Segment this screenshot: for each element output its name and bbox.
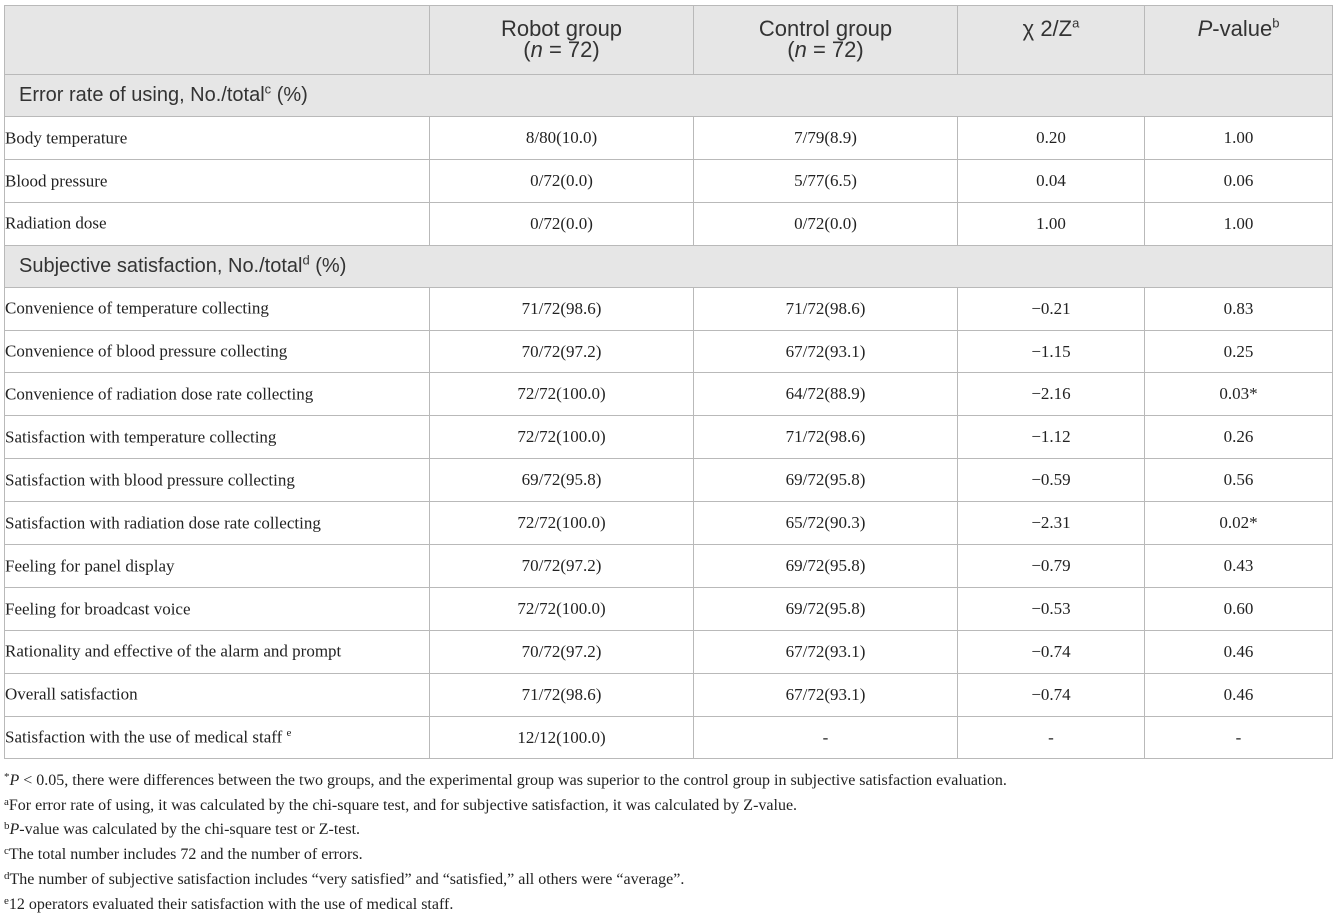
section-footnote-mark: d: [302, 252, 310, 268]
statistic-value: −1.12: [958, 416, 1145, 459]
robot-group-value: 72/72(100.0): [430, 587, 694, 630]
footnote-mark: e: [4, 894, 9, 907]
statistic-value: −1.15: [958, 330, 1145, 373]
p-value: 0.06: [1145, 159, 1333, 202]
control-group-label: Control group: [758, 16, 893, 41]
statistic-value: −0.74: [958, 673, 1145, 716]
row-label: [5, 373, 430, 416]
section-title: [5, 75, 1333, 117]
footnote: [4, 818, 1332, 843]
row-label-text: Radiation dose: [5, 214, 107, 234]
row-label: [5, 716, 430, 759]
footnote-italic: P: [9, 821, 20, 839]
p-value: 0.46: [1145, 673, 1333, 716]
row-label: [5, 117, 430, 160]
robot-group-value: 12/12(100.0): [430, 716, 694, 759]
row-label-text: Satisfaction with blood pressure collecting: [5, 470, 295, 490]
p-value-label: -value: [1212, 16, 1273, 41]
control-group-value: -: [694, 716, 958, 759]
footnote: [4, 868, 1332, 893]
footnote-mark: c: [4, 845, 9, 858]
table-row: [5, 330, 1333, 373]
row-label-text: Body temperature: [5, 128, 128, 148]
control-group-value: 69/72(95.8): [694, 459, 958, 502]
statistic-label: χ 2/Z: [1022, 16, 1073, 41]
statistic-value: -: [958, 716, 1145, 759]
section-title-suffix: (%): [271, 84, 308, 106]
control-group-value: 71/72(98.6): [694, 287, 958, 330]
row-label: [5, 545, 430, 588]
robot-group-value: 71/72(98.6): [430, 673, 694, 716]
table-row: [5, 587, 1333, 630]
robot-group-value: 72/72(100.0): [430, 416, 694, 459]
table-header: [5, 6, 1333, 75]
section-title-text: Subjective satisfaction, No./total: [19, 254, 303, 277]
p-var: P: [1197, 16, 1213, 41]
control-group-value: 0/72(0.0): [694, 202, 958, 245]
header-empty-cell: [5, 6, 430, 75]
control-group-value: 71/72(98.6): [694, 416, 958, 459]
control-group-value: 64/72(88.9): [694, 373, 958, 416]
robot-n-var: n: [530, 37, 543, 62]
p-value: 0.43: [1145, 545, 1333, 588]
control-group-value: 67/72(93.1): [694, 630, 958, 673]
section-title-text: Error rate of using, No./total: [19, 84, 265, 106]
row-label-text: Blood pressure: [5, 171, 108, 191]
row-label-text: Feeling for broadcast voice: [5, 599, 191, 619]
robot-group-n: [430, 39, 693, 60]
results-table: [4, 5, 1333, 759]
footnotes: [4, 769, 1332, 917]
robot-group-value: 71/72(98.6): [430, 287, 694, 330]
row-label-text: Feeling for panel display: [5, 556, 175, 576]
statistic-value: 0.20: [958, 117, 1145, 160]
statistic-value: 1.00: [958, 202, 1145, 245]
control-n-var: n: [794, 37, 807, 62]
p-value: 0.02*: [1145, 502, 1333, 545]
p-value: 0.56: [1145, 459, 1333, 502]
footnote: [4, 794, 1332, 819]
robot-group-value: 70/72(97.2): [430, 545, 694, 588]
table-row: [5, 287, 1333, 330]
p-value: 0.83: [1145, 287, 1333, 330]
row-label: [5, 673, 430, 716]
control-group-value: 7/79(8.9): [694, 117, 958, 160]
footnote-text: -value was calculated by the chi-square test or Z-test.: [19, 821, 361, 839]
row-label-text: Overall satisfaction: [5, 684, 138, 704]
row-label: [5, 416, 430, 459]
p-value: 1.00: [1145, 202, 1333, 245]
control-group-value: 67/72(93.1): [694, 330, 958, 373]
row-label: [5, 502, 430, 545]
control-group-value: 5/77(6.5): [694, 159, 958, 202]
p-value: 1.00: [1145, 117, 1333, 160]
table-row: [5, 673, 1333, 716]
row-label: [5, 330, 430, 373]
statistic-value: −0.21: [958, 287, 1145, 330]
section-title-suffix: (%): [309, 254, 347, 277]
table-row: [5, 159, 1333, 202]
robot-group-value: 8/80(10.0): [430, 117, 694, 160]
table-row: [5, 716, 1333, 759]
statistic-value: −0.59: [958, 459, 1145, 502]
robot-group-value: 70/72(97.2): [430, 630, 694, 673]
robot-group-value: 72/72(100.0): [430, 373, 694, 416]
control-group-value: 69/72(95.8): [694, 587, 958, 630]
table-row: [5, 202, 1333, 245]
statistic-value: 0.04: [958, 159, 1145, 202]
row-label-text: Rationality and effective of the alarm and prompt: [5, 642, 342, 662]
statistic-value: −2.16: [958, 373, 1145, 416]
statistic-value: −0.74: [958, 630, 1145, 673]
row-label: [5, 287, 430, 330]
row-label-text: Convenience of temperature collecting: [5, 298, 269, 318]
row-label-text: Convenience of blood pressure collecting: [5, 341, 288, 361]
statistic-value: −2.31: [958, 502, 1145, 545]
table-row: [5, 459, 1333, 502]
robot-group-value: 72/72(100.0): [430, 502, 694, 545]
statistic-value: −0.79: [958, 545, 1145, 588]
footnote-mark: d: [4, 869, 10, 882]
robot-group-value: 69/72(95.8): [430, 459, 694, 502]
row-label: [5, 202, 430, 245]
row-label-text: Satisfaction with the use of medical staff: [5, 727, 287, 747]
p-value: -: [1145, 716, 1333, 759]
statistic-value: −0.53: [958, 587, 1145, 630]
row-label: [5, 459, 430, 502]
footnote: [4, 769, 1332, 794]
header-robot-group: [430, 6, 694, 75]
footnote-mark: b: [4, 820, 10, 833]
section-header-row: [5, 245, 1333, 287]
control-n-suffix: = 72): [806, 37, 864, 62]
control-group-value: 65/72(90.3): [694, 502, 958, 545]
header-statistic: [958, 6, 1145, 75]
table-row: [5, 117, 1333, 160]
robot-group-value: 0/72(0.0): [430, 202, 694, 245]
row-label-text: Satisfaction with radiation dose rate collecting: [5, 513, 321, 533]
control-group-value: 69/72(95.8): [694, 545, 958, 588]
table-row: [5, 373, 1333, 416]
row-footnote-mark: e: [286, 727, 292, 740]
robot-n-suffix: = 72): [542, 37, 600, 62]
table-row: [5, 545, 1333, 588]
p-value-footnote-mark: b: [1272, 15, 1280, 31]
footnote: [4, 893, 1332, 918]
section-footnote-mark: c: [264, 81, 272, 97]
p-value: 0.26: [1145, 416, 1333, 459]
footnote-text: The total number includes 72 and the number of errors.: [8, 846, 363, 864]
p-value: 0.03*: [1145, 373, 1333, 416]
footnote-text: 12 operators evaluated their satisfaction with the use of medical staff.: [8, 895, 454, 913]
footnote-text: < 0.05, there were differences between the two groups, and the experimental group was superior to the control group in subjective satisfaction evaluation.: [19, 772, 1007, 789]
robot-n-prefix: (: [523, 37, 531, 62]
footnote-text: For error rate of using, it was calculated by the chi-square test, and for subjective satisfaction, it was calculated by Z-value.: [8, 796, 798, 814]
section-title: [5, 245, 1333, 287]
footnote-mark: *: [4, 771, 10, 783]
row-label-text: Satisfaction with temperature collecting: [5, 427, 277, 447]
row-label: [5, 159, 430, 202]
table-row: [5, 502, 1333, 545]
robot-group-value: 0/72(0.0): [430, 159, 694, 202]
p-value: 0.46: [1145, 630, 1333, 673]
row-label-text: Convenience of radiation dose rate collecting: [5, 384, 314, 404]
footnote-mark: a: [4, 795, 9, 808]
footnote-italic: P: [9, 772, 20, 789]
header-p-value: [1145, 6, 1333, 75]
table-row: [5, 416, 1333, 459]
control-group-n: [694, 39, 957, 60]
statistic-footnote-mark: a: [1072, 15, 1080, 31]
row-label: [5, 587, 430, 630]
header-row: [5, 6, 1333, 75]
p-value: 0.25: [1145, 330, 1333, 373]
section-header-row: [5, 75, 1333, 117]
table-body: [5, 75, 1333, 759]
row-label: [5, 630, 430, 673]
control-n-prefix: (: [787, 37, 795, 62]
table-row: [5, 630, 1333, 673]
header-control-group: [694, 6, 958, 75]
p-value: 0.60: [1145, 587, 1333, 630]
footnote: [4, 843, 1332, 868]
robot-group-value: 70/72(97.2): [430, 330, 694, 373]
footnote-text: The number of subjective satisfaction includes “very satisfied” and “satisfied,” all others were “average”.: [9, 870, 685, 888]
robot-group-label: Robot group: [500, 16, 623, 41]
control-group-value: 67/72(93.1): [694, 673, 958, 716]
